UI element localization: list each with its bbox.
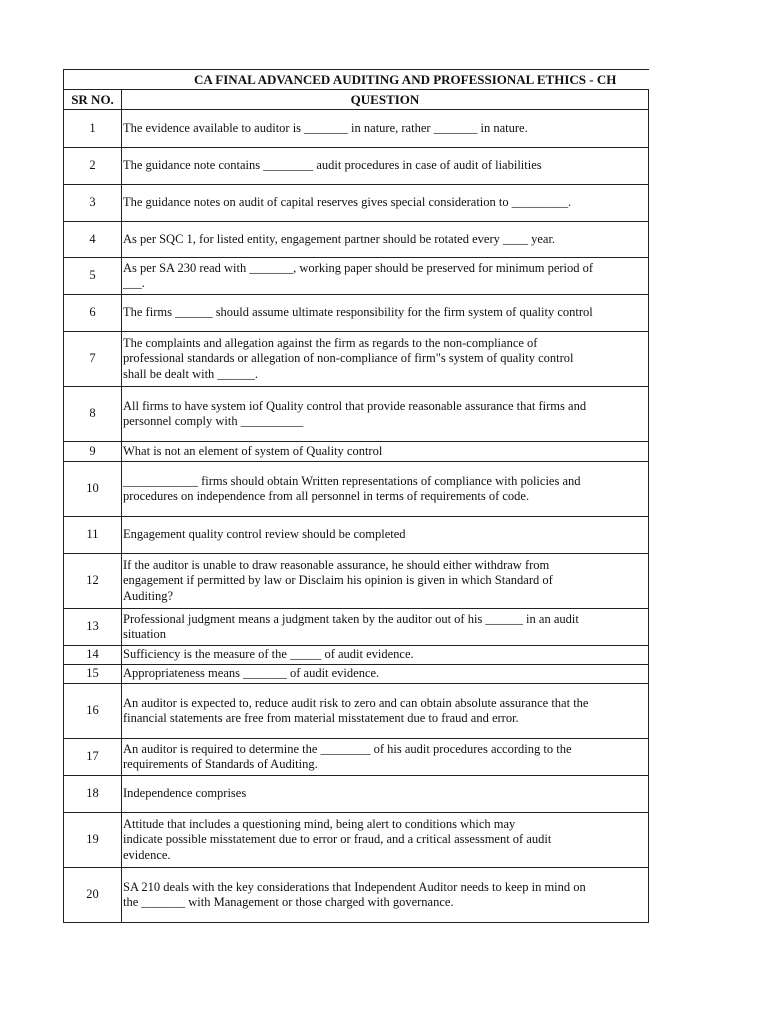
question-cell xyxy=(122,776,649,813)
question-cell xyxy=(122,646,649,665)
table-row xyxy=(64,110,649,148)
question-cell xyxy=(122,332,649,387)
table-row xyxy=(64,776,649,813)
question-text: The guidance notes on audit of capital reserves gives special consideration to _________. xyxy=(123,195,572,210)
table-row xyxy=(64,813,649,868)
table-row xyxy=(64,148,649,185)
table-row xyxy=(64,868,649,923)
sr-no-cell: 4 xyxy=(64,222,122,258)
question-text: The evidence available to auditor is _______ in nature, rather _______ in nature. xyxy=(123,120,528,135)
header-row xyxy=(64,90,649,110)
sr-no-cell: 20 xyxy=(64,868,122,923)
table-row xyxy=(64,739,649,776)
sr-no-cell: 12 xyxy=(64,554,122,609)
sr-no-cell: 3 xyxy=(64,185,122,222)
question-cell xyxy=(122,387,649,442)
question-text: If the auditor is unable to draw reasonable assurance, he should either withdraw from engagement if permitted by law or Disclaim his opinion is given in which Standard of Auditing? xyxy=(123,557,553,603)
sheet-title: CA FINAL ADVANCED AUDITING AND PROFESSIONAL ETHICS - CH xyxy=(64,70,649,90)
question-text: SA 210 deals with the key considerations that Independent Auditor needs to keep in mind on the _______ with Management or those charged with governance. xyxy=(123,879,586,909)
question-cell xyxy=(122,148,649,185)
sr-no-cell: 16 xyxy=(64,684,122,739)
question-cell xyxy=(122,462,649,517)
question-text: An auditor is expected to, reduce audit risk to zero and can obtain absolute assurance that the financial statements are free from material misstatement due to fraud and error. xyxy=(123,695,589,725)
question-cell xyxy=(122,222,649,258)
table-row xyxy=(64,554,649,609)
question-table xyxy=(63,69,649,923)
sr-no-cell: 11 xyxy=(64,517,122,554)
question-cell xyxy=(122,739,649,776)
header-question: QUESTION xyxy=(122,90,649,110)
sr-no-cell: 9 xyxy=(64,442,122,462)
question-text: Attitude that includes a questioning mind, being alert to conditions which may indicate possible misstatement due to error or fraud, and a critical assessment of audit evidence. xyxy=(123,816,552,862)
question-cell xyxy=(122,554,649,609)
sr-no-cell: 17 xyxy=(64,739,122,776)
sr-no-cell: 7 xyxy=(64,332,122,387)
question-cell xyxy=(122,684,649,739)
table-row xyxy=(64,517,649,554)
question-text: The complaints and allegation against the firm as regards to the non-compliance of professional standards or allegation of non-compliance of firm"s system of quality control shall be dealt with ______. xyxy=(123,335,574,381)
question-text: Engagement quality control review should be completed xyxy=(123,527,406,542)
question-text: As per SQC 1, for listed entity, engagement partner should be rotated every ____ year. xyxy=(123,231,556,246)
table-row xyxy=(64,387,649,442)
sr-no-cell: 18 xyxy=(64,776,122,813)
question-text: ____________ firms should obtain Written representations of compliance with policies and procedures on independence from all personnel in terms of requirements of code. xyxy=(123,473,581,503)
question-text: What is not an element of system of Quality control xyxy=(123,443,383,458)
sr-no-cell: 8 xyxy=(64,387,122,442)
question-text: The guidance note contains ________ audit procedures in case of audit of liabilities xyxy=(123,158,542,173)
sr-no-cell: 15 xyxy=(64,665,122,684)
question-text: All firms to have system iof Quality control that provide reasonable assurance that firms and personnel comply with __________ xyxy=(123,398,587,428)
table-row xyxy=(64,665,649,684)
question-cell xyxy=(122,110,649,148)
question-text: Independence comprises xyxy=(123,786,247,801)
sr-no-cell: 14 xyxy=(64,646,122,665)
sr-no-cell: 5 xyxy=(64,258,122,295)
question-cell xyxy=(122,868,649,923)
header-sr-no: SR NO. xyxy=(64,90,122,110)
question-cell xyxy=(122,609,649,646)
question-text: As per SA 230 read with _______, working paper should be preserved for minimum period of ___. xyxy=(123,260,594,290)
question-cell xyxy=(122,442,649,462)
question-cell xyxy=(122,258,649,295)
table-row xyxy=(64,442,649,462)
table-row xyxy=(64,258,649,295)
sr-no-cell: 10 xyxy=(64,462,122,517)
sr-no-cell: 1 xyxy=(64,110,122,148)
question-cell xyxy=(122,517,649,554)
table-row xyxy=(64,295,649,332)
table-row xyxy=(64,684,649,739)
sr-no-cell: 13 xyxy=(64,609,122,646)
table-row xyxy=(64,332,649,387)
table-row xyxy=(64,462,649,517)
table-row xyxy=(64,185,649,222)
question-text: The firms ______ should assume ultimate responsibility for the firm system of quality control xyxy=(123,305,593,320)
table-row xyxy=(64,609,649,646)
question-cell xyxy=(122,185,649,222)
table-row xyxy=(64,222,649,258)
question-text: Professional judgment means a judgment taken by the auditor out of his ______ in an audit situation xyxy=(123,611,579,641)
table-row xyxy=(64,646,649,665)
question-text: Appropriateness means _______ of audit evidence. xyxy=(123,666,380,681)
question-text: Sufficiency is the measure of the _____ of audit evidence. xyxy=(123,647,414,662)
question-text: An auditor is required to determine the ________ of his audit procedures according to the requirements of Standards of Auditing. xyxy=(123,741,572,771)
question-cell xyxy=(122,295,649,332)
question-cell xyxy=(122,665,649,684)
sr-no-cell: 6 xyxy=(64,295,122,332)
sr-no-cell: 2 xyxy=(64,148,122,185)
question-cell xyxy=(122,813,649,868)
title-row xyxy=(64,70,649,90)
sr-no-cell: 19 xyxy=(64,813,122,868)
